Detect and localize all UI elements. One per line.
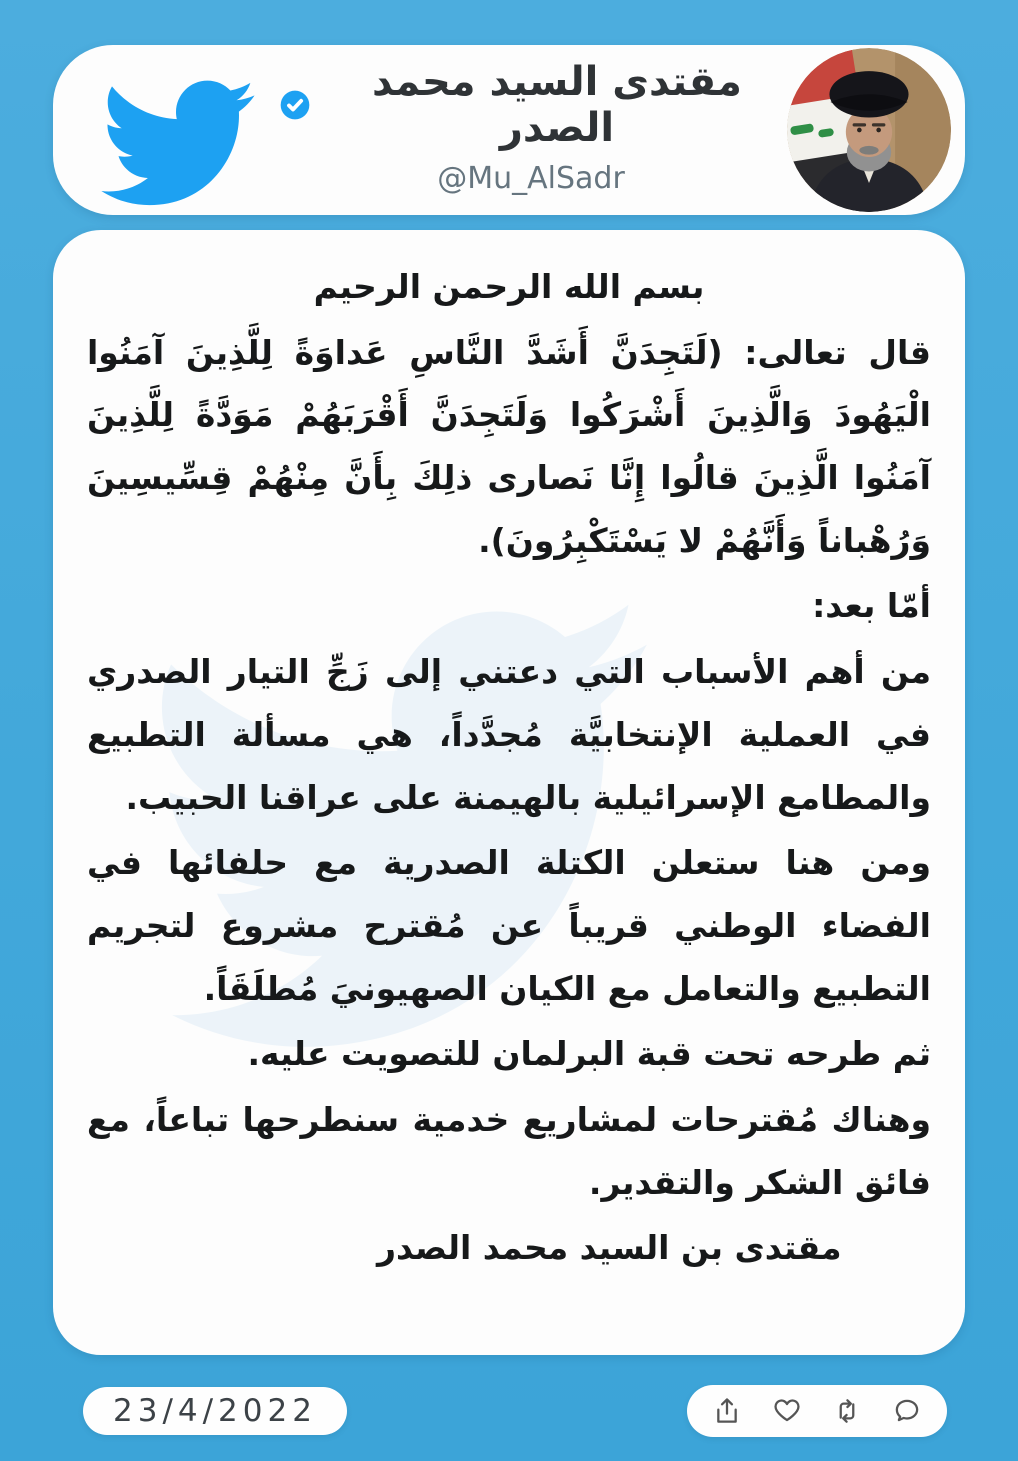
tweet-actions-bar (687, 1385, 947, 1437)
quran-verse: قال تعالى: (لَتَجِدَنَّ أَشَدَّ النَّاسِ عَداوَةً لِلَّذِينَ آمَنُوا الْيَهُودَ وَالَّذِينَ أَشْرَكُوا وَلَتَجِدَنَّ أَقْرَبَهُمْ مَوَدَّةً لِلَّذِينَ آمَنُوا الَّذِينَ قالُوا إِنَّا نَصارى ذلِكَ بِأَنَّ مِنْهُمْ قِسِّيسِينَ وَرُهْباناً وَأَنَّهُمْ لا يَسْتَكْبِرُونَ). (87, 332, 931, 560)
tweet-footer (53, 1385, 965, 1437)
share-icon[interactable] (711, 1395, 743, 1427)
tweet-text (87, 256, 931, 1280)
profile-header-card (53, 45, 965, 215)
bismillah-line: بسم الله الرحمن الرحيم (313, 267, 705, 306)
profile-display-name: مقتدى السيد محمد الصدر (372, 58, 742, 151)
comment-icon[interactable] (891, 1395, 923, 1427)
tweet-body-card (53, 230, 965, 1355)
profile-handle[interactable]: @Mu_AlSadr (437, 160, 625, 196)
muqtada-portrait-image (787, 48, 951, 212)
paragraph-3: ثم طرحه تحت قبة البرلمان للتصويت عليه. (247, 1034, 931, 1074)
heart-icon[interactable] (771, 1395, 803, 1427)
amma-baad-line: أمّا بعد: (812, 586, 931, 626)
paragraph-4: وهناك مُقترحات لمشاريع خدمية سنطرحها تباعاً، مع فائق الشكر والتقدير. (87, 1099, 931, 1202)
avatar[interactable] (787, 48, 951, 212)
paragraph-1: من أهم الأسباب التي دعتني إلى زَجِّ التيار الصدري في العملية الإنتخابيَّة مُجدَّداً، هي مسألة التطبيع والمطامع الإسرائيلية بالهيمنة على عراقنا الحبيب. (87, 652, 931, 817)
retweet-icon[interactable] (831, 1395, 863, 1427)
date-badge: 23/4/2022 (83, 1387, 347, 1435)
twitter-bird-logo-icon (77, 62, 275, 224)
profile-identity (275, 59, 787, 202)
verified-badge-icon (275, 85, 315, 125)
paragraph-2: ومن هنا ستعلن الكتلة الصدرية مع حلفائها في الفضاء الوطني قريباً عن مُقترح مشروع لتجريم التطبيع والتعامل مع الكيان الصهيونيَ مُطلَقَاً. (87, 843, 931, 1008)
signature-line: مقتدى بن السيد محمد الصدر (377, 1228, 842, 1268)
